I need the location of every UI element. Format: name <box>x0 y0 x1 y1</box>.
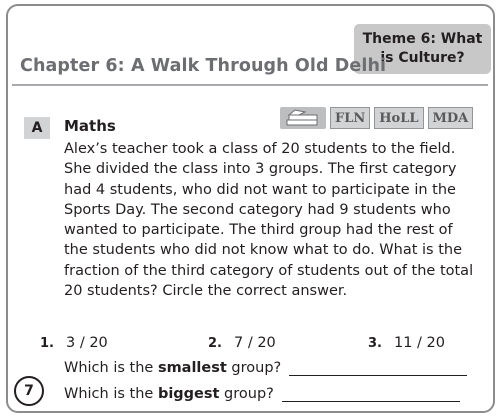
smallest-group-question <box>64 360 467 376</box>
prompt-text: group? <box>226 360 282 376</box>
biggest-group-question <box>64 386 460 402</box>
section-heading: Maths <box>64 117 116 135</box>
prompt-text: group? <box>219 386 274 402</box>
books-icon <box>280 107 326 129</box>
prompt-text: Which is the <box>64 360 158 376</box>
section-marker: A <box>24 117 50 139</box>
option-value: 3 / 20 <box>65 335 108 351</box>
tag-holl: HoLL <box>374 107 423 129</box>
question-text: Alex’s teacher took a class of 20 students to the field. She divided the class into 3 groups. The first category had 4 students, who did not want to participate in the Sports Day. The second category had 9 students who wanted to participate. The third group had the rest of the students who did not know what to do. What is the fraction of the third category of students out of the total 20 students? Circle the correct answer. <box>64 141 474 300</box>
chapter-title: Chapter 6: A Walk Through Old Delhi <box>20 56 387 76</box>
tag-fln: FLN <box>330 107 370 129</box>
prompt-emphasis: smallest <box>157 360 227 376</box>
page-number: 7 <box>14 376 44 406</box>
prompt-text: Which is the <box>64 386 158 402</box>
option-number: 3. <box>368 336 382 351</box>
answer-blank[interactable] <box>282 389 460 402</box>
option-value: 7 / 20 <box>233 335 276 351</box>
answer-blank[interactable] <box>289 363 467 376</box>
option-2[interactable] <box>208 335 276 351</box>
option-1[interactable] <box>40 335 108 351</box>
divider <box>12 84 488 86</box>
option-3[interactable] <box>368 335 445 351</box>
prompt-emphasis: biggest <box>157 386 220 402</box>
theme-label: Theme 6: What is Culture? <box>354 24 491 74</box>
option-value: 11 / 20 <box>393 335 445 351</box>
option-number: 1. <box>40 336 54 351</box>
skill-tags <box>280 107 473 129</box>
option-number: 2. <box>208 336 222 351</box>
answer-options <box>0 335 501 355</box>
tag-mda: MDA <box>428 107 474 129</box>
